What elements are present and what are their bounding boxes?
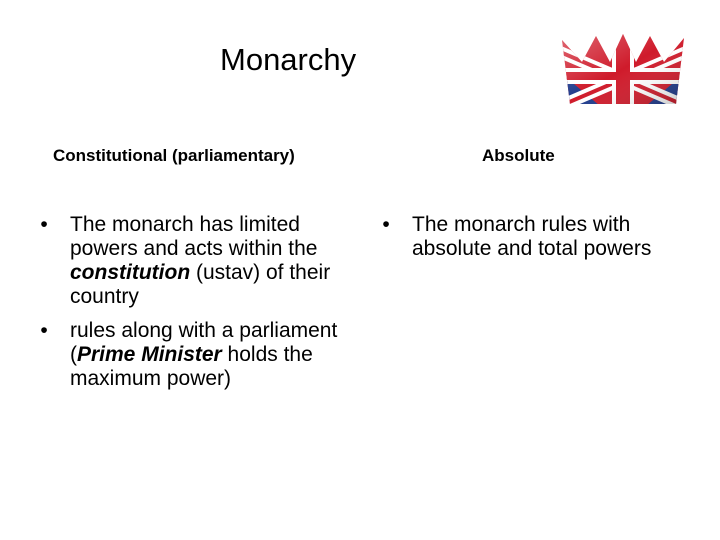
bullet-emphasis: Prime Minister [77,343,222,366]
absolute-bullet-list [376,213,696,271]
bullet-symbol: • [40,213,48,236]
bullet-emphasis: constitution [70,261,191,284]
bullet-symbol: • [40,319,48,342]
slide-title: Monarchy [220,42,357,77]
bullet-text: holds the maximum power) [70,343,313,390]
bullet-item [34,319,344,391]
bullet-item [34,213,344,309]
constitutional-bullet-list [34,213,344,401]
bullet-text: rules along with a parliament ( [70,319,338,366]
bullet-text: The monarch rules with absolute and total powers [412,213,652,260]
bullet-text: The monarch has limited powers and acts within the [70,213,318,260]
bullet-item [376,213,696,261]
absolute-heading: Absolute [482,146,555,165]
bullet-text: (ustav) of their country [70,261,331,308]
bullet-symbol: • [382,213,390,236]
union-jack-crown-icon [560,32,686,106]
constitutional-heading: Constitutional (parliamentary) [53,146,295,165]
